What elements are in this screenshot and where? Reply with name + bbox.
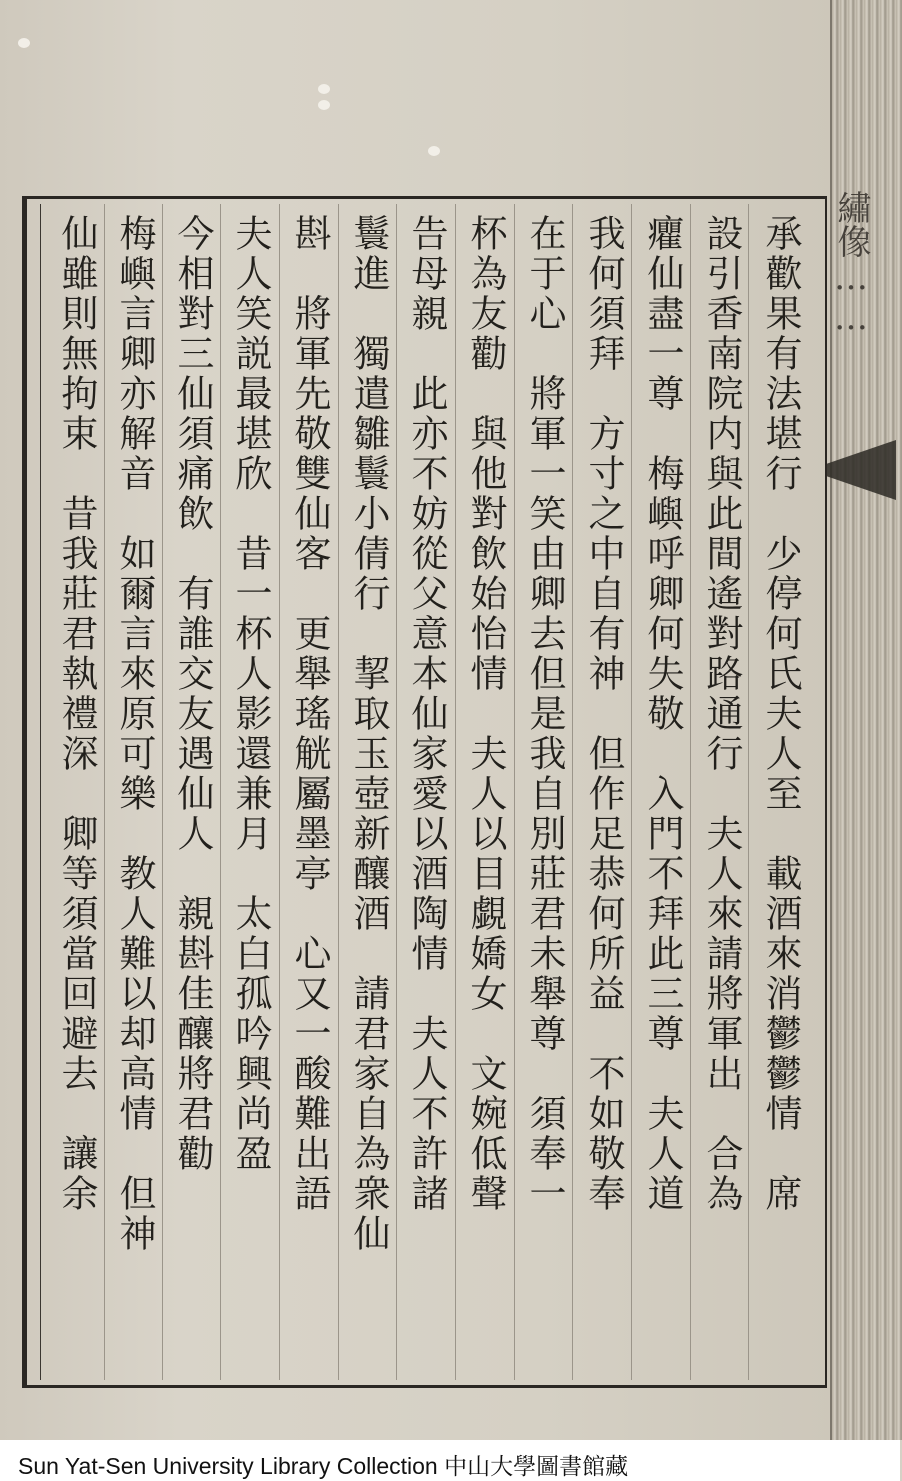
paper-spot xyxy=(18,38,30,48)
paper-spot xyxy=(318,100,330,110)
column-rule xyxy=(748,204,749,1380)
column-rule xyxy=(514,204,515,1380)
text-column-7: 告母親 此亦不妨從父意本仙家愛以酒陶情 夫人不許諸 xyxy=(405,214,448,1214)
text-column-1: 承歡果有法堪行 少停何氏夫人至 載酒來消鬱鬱情 席 xyxy=(759,214,802,1214)
column-rule xyxy=(396,204,397,1380)
column-rule xyxy=(572,204,573,1380)
text-column-10: 夫人笑説最堪欣 昔一杯人影還兼月 太白孤吟興尚盈 xyxy=(229,214,272,1174)
text-column-12: 梅嶼言卿亦解音 如爾言來原可樂 教人難以却高情 但神 xyxy=(113,214,156,1254)
column-rule xyxy=(455,204,456,1380)
collection-credit: Sun Yat-Sen University Library Collection 中山大學圖書館藏 xyxy=(18,1453,629,1479)
margin-title: 繡像…… xyxy=(831,190,871,338)
text-column-6: 杯為友勸 與他對飲始怡情 夫人以目覷嬌女 文婉低聲 xyxy=(464,214,507,1214)
column-rule xyxy=(220,204,221,1380)
column-rule xyxy=(279,204,280,1380)
text-column-2: 設引香南院内與此間遙對路通行 夫人來請將軍出 合為 xyxy=(700,214,743,1214)
column-rule xyxy=(631,204,632,1380)
text-column-13: 仙雖則無拘束 昔我莊君執禮深 卿等須當回避去 讓余 xyxy=(55,214,98,1214)
paper-spot xyxy=(428,146,440,156)
column-rule xyxy=(690,204,691,1380)
text-column-9: 斟 將軍先敬雙仙客 更舉瑤觥屬墨亭 心又一酸難出語 xyxy=(288,214,331,1214)
column-rule xyxy=(162,204,163,1380)
column-rule xyxy=(104,204,105,1380)
column-rule xyxy=(338,204,339,1380)
text-column-8: 鬟進 獨遣雛鬟小倩行 挈取玉壺新釀酒 請君家自為衆仙 xyxy=(347,214,390,1254)
text-column-5: 在于心 將軍一笑由卿去但是我自別莊君未舉尊 須奉一 xyxy=(523,214,566,1214)
paper-spot xyxy=(318,84,330,94)
text-column-11: 今相對三仙須痛飲 有誰交友遇仙人 親斟佳釀將君勸 xyxy=(171,214,214,1174)
text-column-4: 我何須拜 方寸之中自有神 但作足恭何所益 不如敬奉 xyxy=(582,214,625,1214)
text-column-3: 癯仙盡一尊 梅嶼呼卿何失敬 入門不拜此三尊 夫人道 xyxy=(641,214,684,1214)
footer-bar xyxy=(0,1440,900,1481)
